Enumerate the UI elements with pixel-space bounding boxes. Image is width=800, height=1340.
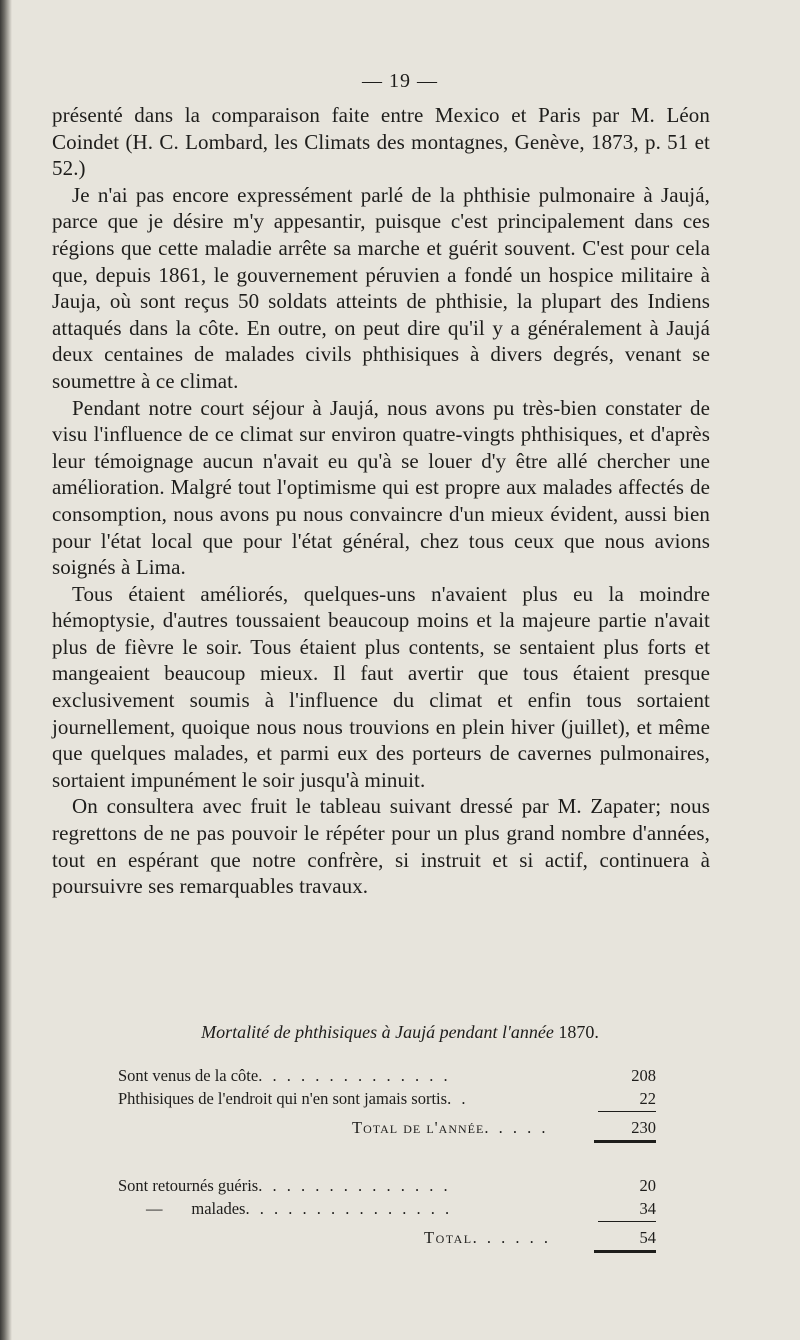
book-binding-edge — [0, 0, 12, 1340]
total-rule — [594, 1140, 656, 1143]
row-label: — malades — [146, 1199, 246, 1218]
row-label: Sont venus de la côte — [118, 1066, 259, 1085]
table-row — [118, 1089, 656, 1111]
table-row-total — [118, 1228, 656, 1250]
row-dots: . . . . . . . . . . . . . . . — [245, 1199, 453, 1218]
row-label: Sont retournés guéris — [118, 1176, 259, 1195]
table-row — [146, 1199, 656, 1221]
table-row — [118, 1176, 656, 1198]
paragraph-4: Tous étaient améliorés, quelques-uns n'avaient plus eu la moindre hémoptysie, d'autres toussaient beaucoup moins et la majeure partie n'avait plus de fièvre le soir. Tous étaient plus contents, se sentaient plus forts et mangeaient beaucoup mieux. Il faut avertir que tous étaient presque exclusivement soumis à l'influence du climat et enfin tous sortaient journellement, quoique nous nous trouvions en plein hiver (juillet), et même que quelques malades, et parmi eux des porteurs de cavernes pulmonaires, sortaient impunément le soir jusqu'à minuit. — [52, 581, 710, 792]
row-dots: . . . . . . — [472, 1228, 551, 1247]
row-label: Total de l'année — [352, 1118, 485, 1137]
row-dots: . . . . . . . . . . . . . . — [258, 1066, 451, 1085]
paragraph-1: présenté dans la comparaison faite entre Mexico et Paris par M. Léon Coindet (H. C. Lombard, les Climats des montagnes, Genève, 1873, p. 51 et 52.) — [52, 103, 710, 181]
table-caption-text: Mortalité de phthisiques à Jaujá pendant l'année — [201, 1022, 554, 1042]
paragraph-3: Pendant notre court séjour à Jaujá, nous avons pu très-bien constater de visu l'influence de ce climat sur environ quatre-vingts phthisiques, et d'après leur témoignage aucun n'avait eu qu'à se louer d'y être allé chercher une amélioration. Malgré tout l'optimisme qui est propre aux malades affectés de consomption, nous avons pu nous convaincre d'un mieux évident, aussi bien pour l'état local que pour l'état général, chez tous ceux que nous avions soignés à Lima. — [52, 395, 710, 580]
row-value: 20 — [639, 1176, 656, 1195]
sum-rule — [598, 1221, 656, 1222]
paragraph-5: On consultera avec fruit le tableau suivant dressé par M. Zapater; nous regrettons de ne pas pouvoir le répéter pour un plus grand nombre d'années, tout en espérant que notre confrère, si instruit et si actif, continuera à poursuivre ses remarquables travaux. — [52, 794, 710, 899]
row-value: 54 — [639, 1228, 656, 1247]
row-value: 230 — [631, 1118, 656, 1137]
row-dots: . . . . . . . . . . . . . . — [258, 1176, 451, 1195]
table-caption — [0, 1022, 800, 1043]
row-value: 34 — [639, 1199, 656, 1218]
row-value: 208 — [631, 1066, 656, 1085]
body-text — [52, 102, 710, 900]
total-rule — [594, 1250, 656, 1253]
paragraph-2: Je n'ai pas encore expressément parlé de la phthisie pulmonaire à Jaujá, parce que je désire m'y appesantir, puisque c'est principalement dans ces régions que cette maladie arrête sa marche et guérit souvent. C'est pour cela que, depuis 1861, le gouvernement péruvien a fondé un hospice militaire à Jauja, où sont reçus 50 soldats atteints de phthisie, la plupart des Indiens attaqués dans la côte. En outre, on peut dire qu'il y a généralement à Jaujá deux centaines de malades civils phthisiques à divers degrés, venant se soumettre à ce climat. — [52, 182, 710, 393]
row-label: Phthisiques de l'endroit qui n'en sont jamais sortis — [118, 1089, 448, 1108]
row-value: 22 — [639, 1089, 656, 1108]
row-dots: . . . . . — [484, 1118, 549, 1137]
row-dots: . . — [447, 1089, 469, 1108]
table-caption-year: 1870. — [558, 1022, 599, 1042]
sum-rule — [598, 1111, 656, 1112]
table-row-total — [118, 1118, 656, 1140]
page-number: — 19 — — [362, 70, 438, 92]
row-label: Total — [424, 1228, 473, 1247]
table-row — [118, 1066, 656, 1088]
